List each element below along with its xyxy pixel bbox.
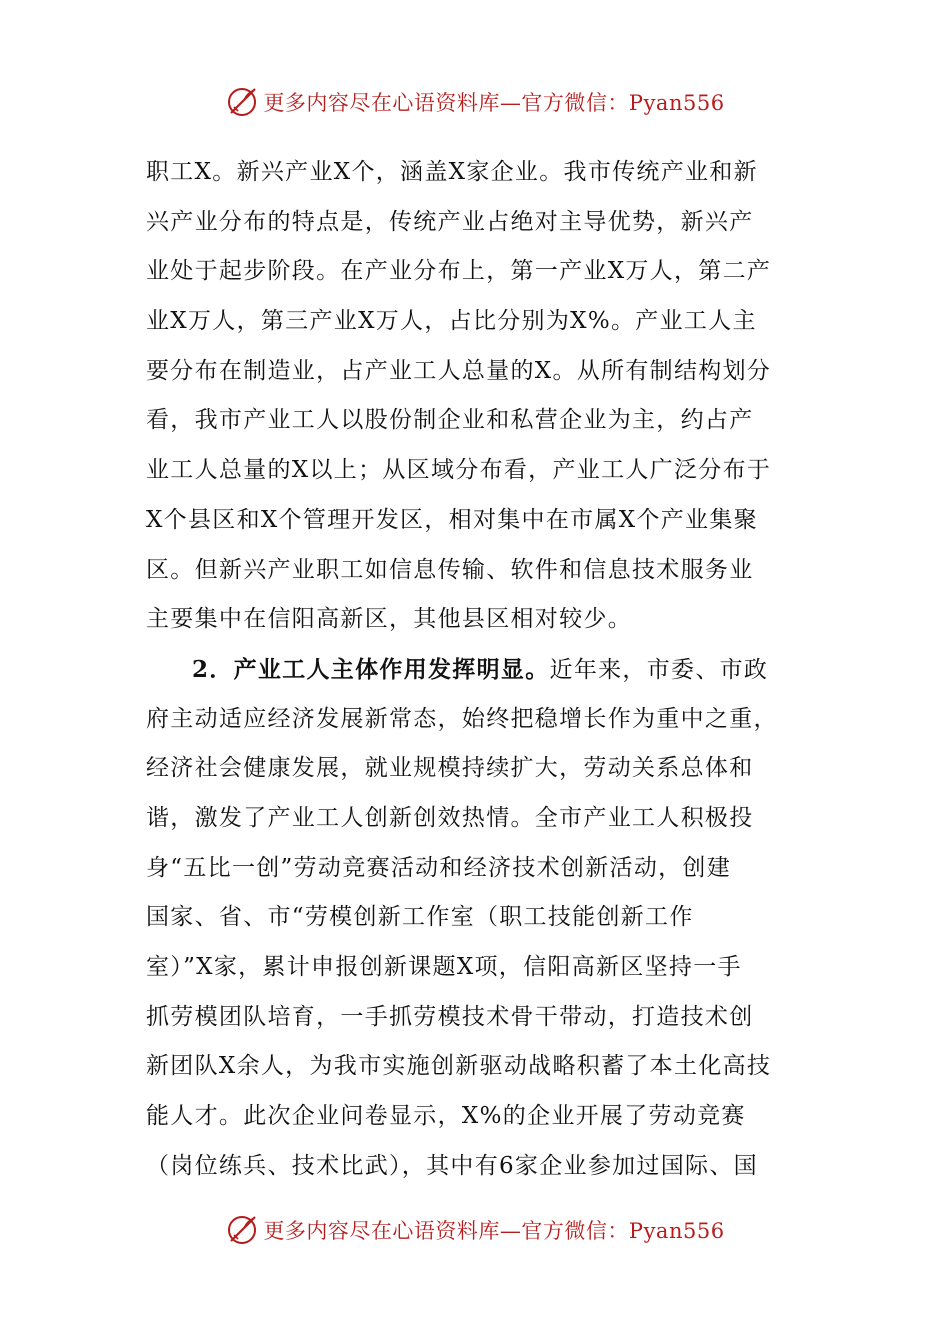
text-line: 业X万人，第三产业X万人，占比分别为X%。产业工人主 — [146, 308, 757, 335]
section-2-heading: 2．产业工人主体作用发挥明显。 — [192, 655, 550, 683]
text-line: 业处于起步阶段。在产业分布上，第一产业X万人，第二产 — [146, 258, 772, 285]
text-line: 府主动适应经济发展新常态，始终把稳增长作为重中之重， — [146, 705, 778, 732]
header-banner — [0, 80, 950, 124]
quill-logo-icon — [225, 1213, 259, 1247]
text-line: 国家、省、市“劳模创新工作室（职工技能创新工作 — [146, 904, 694, 931]
text-line: 主要集中在信阳高新区，其他县区相对较少。 — [146, 606, 632, 633]
text-line: 谐，激发了产业工人创新创效热情。全市产业工人积极投 — [146, 804, 754, 831]
text-line: 要分布在制造业，占产业工人总量的X。从所有制结构划分 — [146, 357, 772, 384]
banner-text: 更多内容尽在心语资料库—官方微信：Pyan556 — [263, 91, 725, 115]
footer-banner — [0, 1208, 950, 1252]
text-line: 经济社会健康发展，就业规模持续扩大，劳动关系总体和 — [146, 755, 754, 782]
text-line: 身“五比一创”劳动竞赛活动和经济技术创新活动，创建 — [146, 854, 732, 881]
text-line: X个县区和X个管理开发区，相对集中在市属X个产业集聚 — [146, 506, 758, 533]
text-line: 职工X。新兴产业X个，涵盖X家企业。我市传统产业和新 — [146, 159, 758, 185]
text-line: 能人才。此次企业问卷显示，X%的企业开展了劳动竞赛 — [146, 1103, 746, 1130]
text-line: 兴产业分布的特点是，传统产业占绝对主导优势，新兴产 — [146, 208, 754, 235]
section-2-lead-text: 近年来，市委、市政 — [549, 656, 769, 683]
text-line: 业工人总量的X以上；从区域分布看，产业工人广泛分布于 — [146, 457, 772, 484]
banner-text: 更多内容尽在心语资料库—官方微信：Pyan556 — [263, 1219, 725, 1243]
quill-logo-icon — [225, 85, 259, 119]
text-line: 区。但新兴产业职工如信息传输、软件和信息技术服务业 — [146, 556, 754, 583]
text-line: （岗位练兵、技术比武），其中有6家企业参加过国际、国 — [146, 1152, 758, 1179]
text-line: 看，我市产业工人以股份制企业和私营企业为主，约占产 — [146, 407, 754, 434]
text-line: 新团队X余人，为我市实施创新驱动战略积蓄了本土化高技 — [146, 1053, 772, 1080]
text-line: 抓劳模团队培育，一手抓劳模技术骨干带动，打造技术创 — [146, 1003, 754, 1030]
section-2-first-line — [146, 645, 806, 695]
document-body — [146, 148, 806, 1191]
text-line: 室）”X家，累计申报创新课题X项，信阳高新区坚持一手 — [146, 954, 742, 980]
